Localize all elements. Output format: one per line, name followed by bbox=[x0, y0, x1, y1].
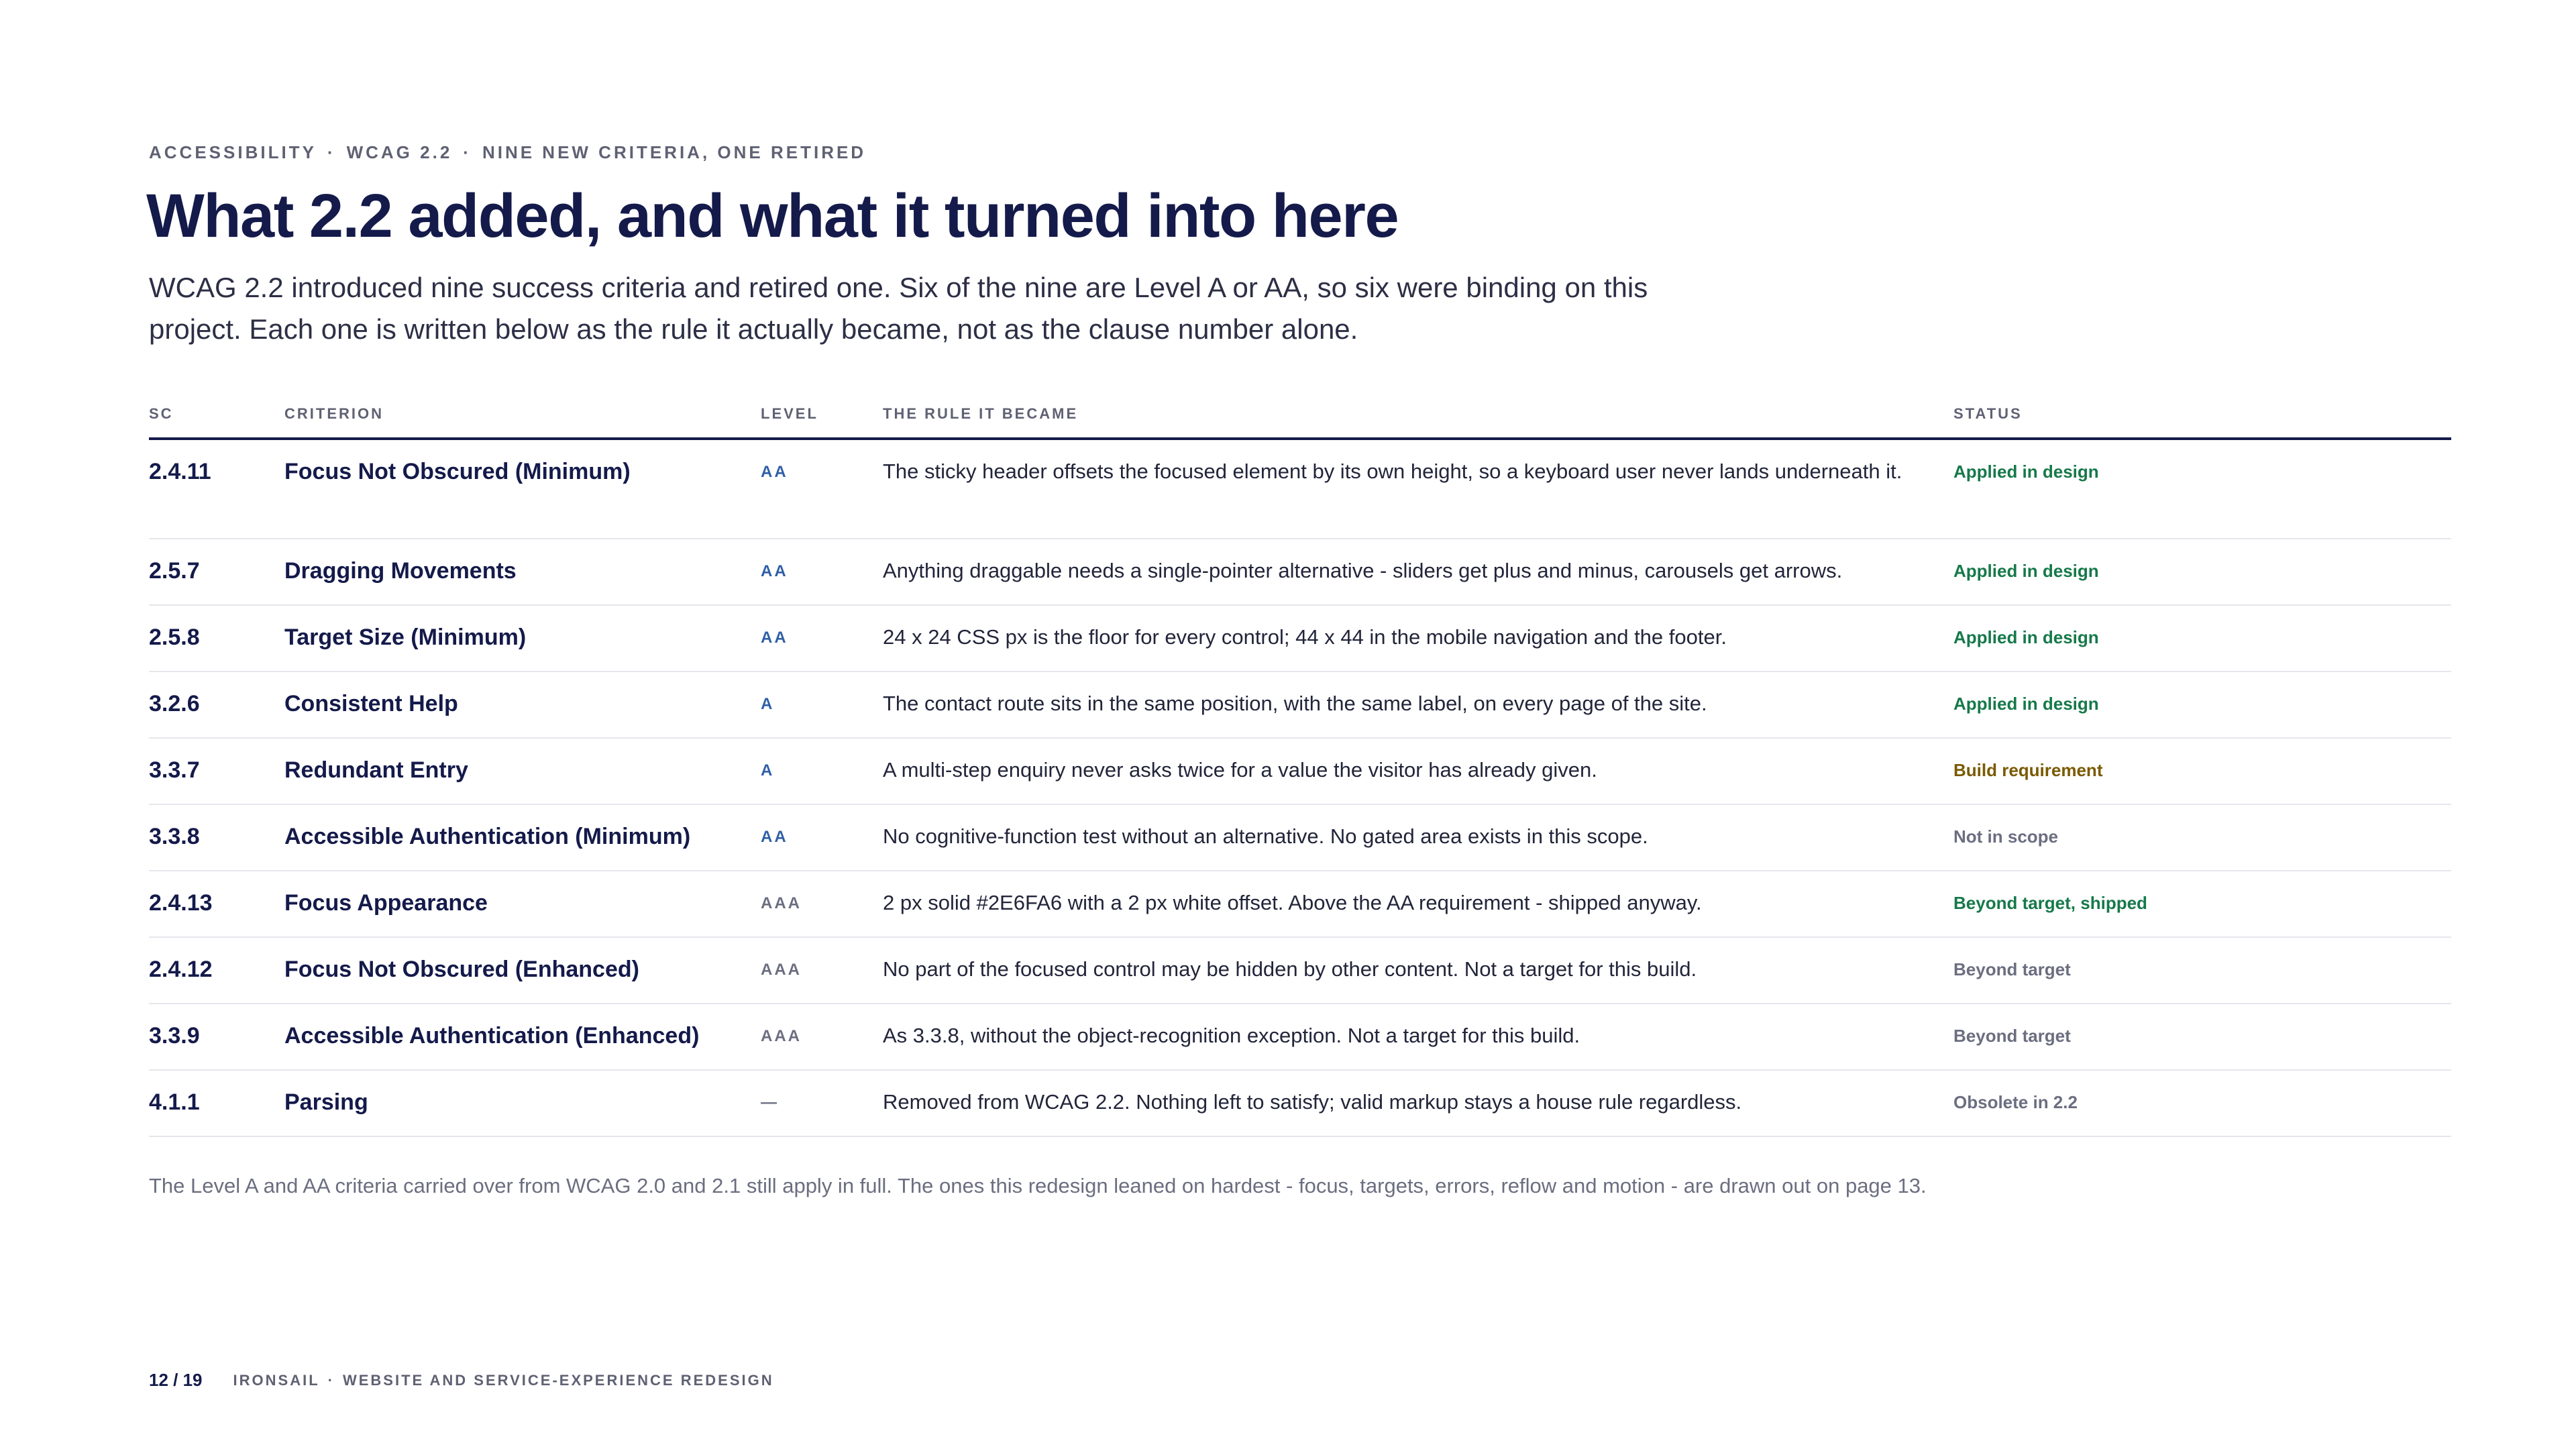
sc-number: 3.2.6 bbox=[149, 691, 200, 716]
criterion-name: Accessible Authentication (Minimum) bbox=[284, 824, 691, 849]
criterion-name: Focus Not Obscured (Minimum) bbox=[284, 459, 631, 484]
table-row bbox=[149, 539, 2451, 606]
criterion-name: Redundant Entry bbox=[284, 757, 468, 783]
rule-text: Anything draggable needs a single-pointer alternative - sliders get plus and minus, carousels get arrows. bbox=[883, 559, 1843, 582]
level-badge: AA bbox=[761, 463, 788, 481]
rule-text: The sticky header offsets the focused element by its own height, so a keyboard user never lands underneath it. bbox=[883, 460, 1902, 483]
criterion-name: Consistent Help bbox=[284, 691, 458, 716]
footer-separator: · bbox=[327, 1371, 335, 1389]
intro-paragraph: WCAG 2.2 introduced nine success criteria and retired one. Six of the nine are Level A or AA, so six were binding on this project. Each one is written below as the rule it actually became, not as the clause number alone. bbox=[149, 272, 1648, 345]
level-badge: AA bbox=[761, 629, 788, 647]
table-row bbox=[149, 1071, 2451, 1137]
footnote: The Level A and AA criteria carried over from WCAG 2.0 and 2.1 still apply in full. The ones this redesign leaned on hardest - focus, targets, errors, reflow and motion - are drawn out on page 13. bbox=[149, 1174, 1927, 1197]
sc-number: 2.4.11 bbox=[149, 459, 211, 484]
sc-number: 2.5.8 bbox=[149, 625, 200, 650]
eyebrow-topic: NINE NEW CRITERIA, ONE RETIRED bbox=[482, 142, 867, 162]
table-row bbox=[149, 672, 2451, 739]
header-status: STATUS bbox=[1953, 405, 2023, 422]
status-badge: Not in scope bbox=[1953, 826, 2059, 847]
sc-number: 2.4.13 bbox=[149, 890, 213, 916]
status-badge: Beyond target bbox=[1953, 959, 2071, 979]
page-title: What 2.2 added, and what it turned into here bbox=[146, 182, 1399, 250]
rule-text: Removed from WCAG 2.2. Nothing left to satisfy; valid markup stays a house rule regardless. bbox=[883, 1090, 1742, 1114]
footer-client: IRONSAIL bbox=[233, 1371, 320, 1389]
sc-number: 2.4.12 bbox=[149, 957, 213, 982]
page-number: 12 / 19 bbox=[149, 1370, 203, 1390]
sc-number: 2.5.7 bbox=[149, 558, 200, 584]
table-row bbox=[149, 805, 2451, 871]
status-badge: Obsolete in 2.2 bbox=[1953, 1092, 2078, 1112]
status-badge: Beyond target bbox=[1953, 1026, 2071, 1046]
sc-number: 3.3.9 bbox=[149, 1023, 200, 1049]
slide-page bbox=[146, 0, 2451, 1449]
level-badge: AA bbox=[761, 828, 788, 846]
status-badge: Applied in design bbox=[1953, 694, 2099, 714]
table-row bbox=[149, 871, 2451, 938]
sc-number: 3.3.8 bbox=[149, 824, 200, 849]
status-badge: Beyond target, shipped bbox=[1953, 893, 2147, 913]
sc-number: 3.3.7 bbox=[149, 757, 200, 783]
footer-project: WEBSITE AND SERVICE-EXPERIENCE REDESIGN bbox=[342, 1371, 774, 1389]
table-row bbox=[149, 1004, 2451, 1071]
rule-text: As 3.3.8, without the object-recognition exception. Not a target for this build. bbox=[883, 1024, 1580, 1047]
table-row bbox=[149, 739, 2451, 805]
level-badge: AAA bbox=[761, 961, 802, 979]
status-badge: Build requirement bbox=[1953, 760, 2103, 780]
eyebrow-separator: · bbox=[463, 142, 472, 162]
level-badge: AAA bbox=[761, 894, 802, 912]
table-row bbox=[149, 938, 2451, 1004]
eyebrow-separator: · bbox=[327, 142, 336, 162]
header-level: LEVEL bbox=[761, 405, 818, 422]
footer-label bbox=[233, 1372, 774, 1389]
criterion-name: Target Size (Minimum) bbox=[284, 625, 527, 650]
rule-text: The contact route sits in the same position, with the same label, on every page of the site. bbox=[883, 692, 1707, 715]
table-header bbox=[149, 401, 2451, 440]
header-sc: SC bbox=[149, 405, 174, 422]
table-row bbox=[149, 606, 2451, 672]
rule-text: No part of the focused control may be hidden by other content. Not a target for this build. bbox=[883, 957, 1697, 981]
header-criterion: CRITERION bbox=[284, 405, 384, 422]
eyebrow bbox=[149, 142, 866, 163]
eyebrow-standard: WCAG 2.2 bbox=[346, 142, 453, 162]
level-badge: A bbox=[761, 695, 775, 713]
eyebrow-section: ACCESSIBILITY bbox=[149, 142, 317, 162]
status-badge: Applied in design bbox=[1953, 462, 2099, 482]
rule-text: 24 x 24 CSS px is the floor for every control; 44 x 44 in the mobile navigation and the footer. bbox=[883, 625, 1727, 649]
criterion-name: Parsing bbox=[284, 1089, 368, 1115]
header-rule: THE RULE IT BECAME bbox=[883, 405, 1079, 422]
criterion-name: Dragging Movements bbox=[284, 558, 517, 584]
table-row bbox=[149, 440, 2451, 539]
level-badge: AA bbox=[761, 562, 788, 580]
page-footer bbox=[149, 1370, 774, 1391]
status-badge: Applied in design bbox=[1953, 561, 2099, 581]
rule-text: A multi-step enquiry never asks twice for a value the visitor has already given. bbox=[883, 758, 1597, 782]
sc-number: 4.1.1 bbox=[149, 1089, 200, 1115]
level-badge: AAA bbox=[761, 1027, 802, 1045]
level-badge: — bbox=[761, 1093, 779, 1112]
status-badge: Applied in design bbox=[1953, 627, 2099, 647]
rule-text: No cognitive-function test without an alternative. No gated area exists in this scope. bbox=[883, 824, 1648, 848]
criterion-name: Focus Not Obscured (Enhanced) bbox=[284, 957, 639, 982]
rule-text: 2 px solid #2E6FA6 with a 2 px white offset. Above the AA requirement - shipped anyway. bbox=[883, 891, 1702, 914]
criterion-name: Accessible Authentication (Enhanced) bbox=[284, 1023, 700, 1049]
criterion-name: Focus Appearance bbox=[284, 890, 488, 916]
level-badge: A bbox=[761, 761, 775, 780]
criteria-table bbox=[149, 401, 2451, 1137]
